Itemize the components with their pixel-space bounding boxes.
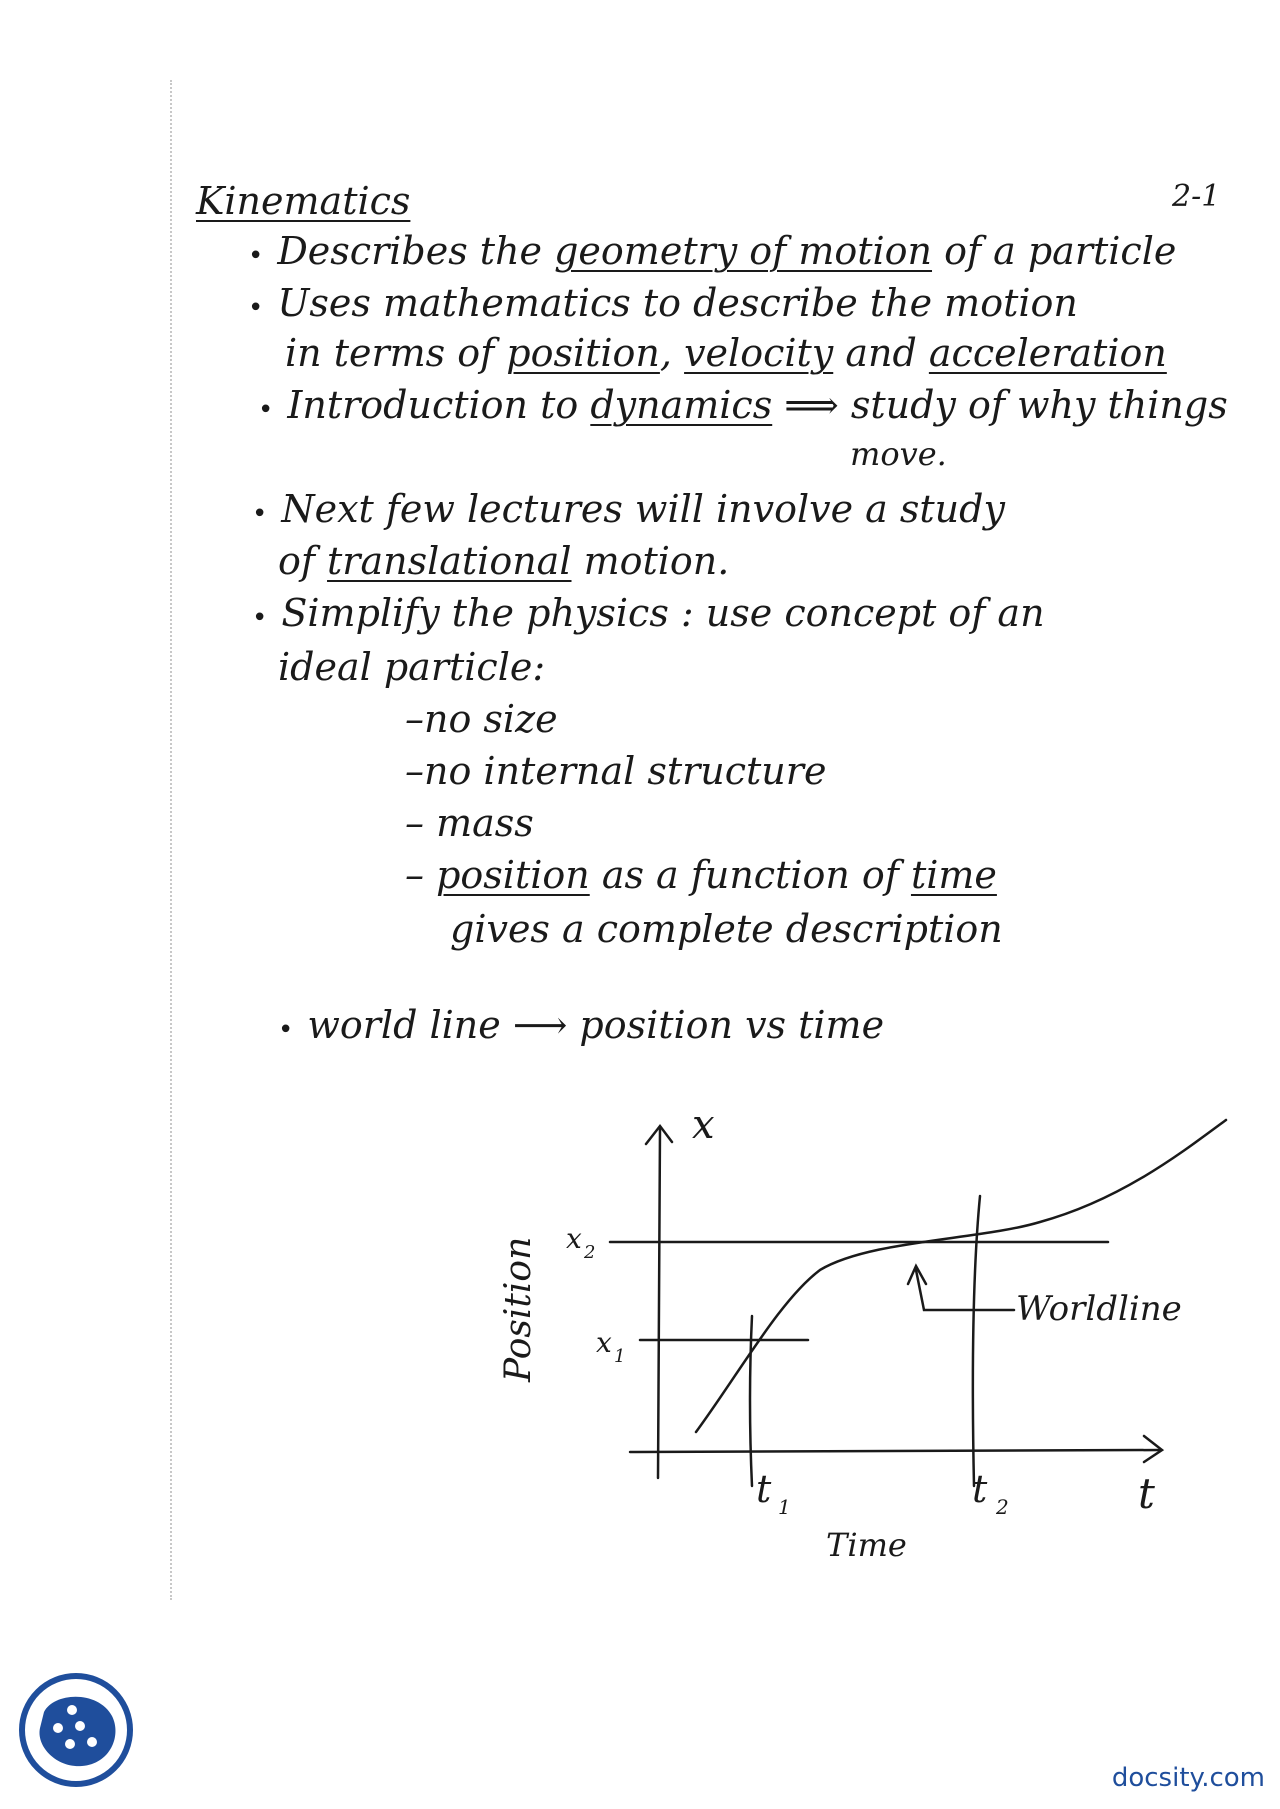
- x1-label: x: [596, 1326, 612, 1359]
- bullet-dot: •: [248, 241, 264, 271]
- bullet-dot: •: [258, 395, 274, 425]
- bullet-dot: •: [248, 293, 264, 323]
- particle-property-4: – position as a function of time: [405, 853, 997, 897]
- underlined-term: velocity: [684, 331, 834, 375]
- underlined-term: time: [910, 853, 997, 897]
- particle-property-3: – mass: [405, 801, 534, 845]
- x2-label: x: [566, 1222, 582, 1255]
- bullet-next-lectures: • Next few lectures will involve a study: [252, 487, 1005, 531]
- bullet-dot: •: [278, 1015, 294, 1045]
- docsity-watermark[interactable]: docsity.com: [1111, 1763, 1265, 1793]
- t2-subscript: 2: [996, 1495, 1009, 1519]
- page-title: Kinematics: [196, 179, 411, 223]
- underlined-term: translational: [327, 539, 572, 583]
- bullet-uses-math: • Uses mathematics to describe the motion: [248, 281, 1078, 325]
- y-axis-label: x: [692, 1102, 715, 1148]
- bullet-dot: •: [252, 499, 268, 529]
- bullet-dot: •: [252, 603, 268, 633]
- underlined-term: acceleration: [928, 331, 1167, 375]
- bullet-next-lectures-line2: of translational motion.: [278, 539, 730, 583]
- bullet-world-line: • world line ⟶ position vs time: [278, 1003, 885, 1047]
- bullet-uses-math-line2: in terms of position, velocity and acceleration: [285, 331, 1167, 375]
- bullet-dynamics-line2: move.: [850, 435, 947, 473]
- y-axis: [658, 1128, 660, 1478]
- x2-subscript: 2: [584, 1242, 596, 1263]
- underlined-term: position: [436, 853, 590, 897]
- worldline-curve: [696, 1120, 1226, 1432]
- x-axis-label: t: [1138, 1469, 1155, 1518]
- annotation-pointer: [916, 1270, 1014, 1310]
- t2-line: [973, 1196, 980, 1486]
- docsity-logo-icon[interactable]: [18, 1672, 134, 1788]
- t2-label: t: [972, 1467, 988, 1511]
- underlined-term: position: [506, 331, 660, 375]
- t1-label: t: [756, 1467, 772, 1511]
- t1-line: [750, 1316, 752, 1486]
- page-number: 2-1: [1172, 179, 1221, 214]
- particle-property-4-line2: gives a complete description: [450, 907, 1003, 951]
- x-axis: [630, 1450, 1160, 1452]
- particle-property-2: –no internal structure: [405, 749, 827, 793]
- x1-subscript: 1: [614, 1346, 626, 1367]
- underlined-term: geometry of motion: [554, 229, 933, 273]
- t1-subscript: 1: [778, 1495, 791, 1519]
- underlined-term: dynamics: [590, 383, 773, 427]
- worldline-annotation: Worldline: [1016, 1289, 1182, 1329]
- bullet-describes: • Describes the geometry of motion of a particle: [248, 229, 1177, 273]
- particle-property-1: –no size: [405, 697, 558, 741]
- bullet-simplify-line2: ideal particle:: [278, 645, 546, 689]
- bullet-dynamics: • Introduction to dynamics ⟹ study of why things: [258, 383, 1228, 427]
- bullet-simplify: • Simplify the physics : use concept of an: [252, 591, 1045, 635]
- y-axis-title: Position: [498, 1236, 539, 1382]
- x-axis-title: Time: [826, 1526, 907, 1564]
